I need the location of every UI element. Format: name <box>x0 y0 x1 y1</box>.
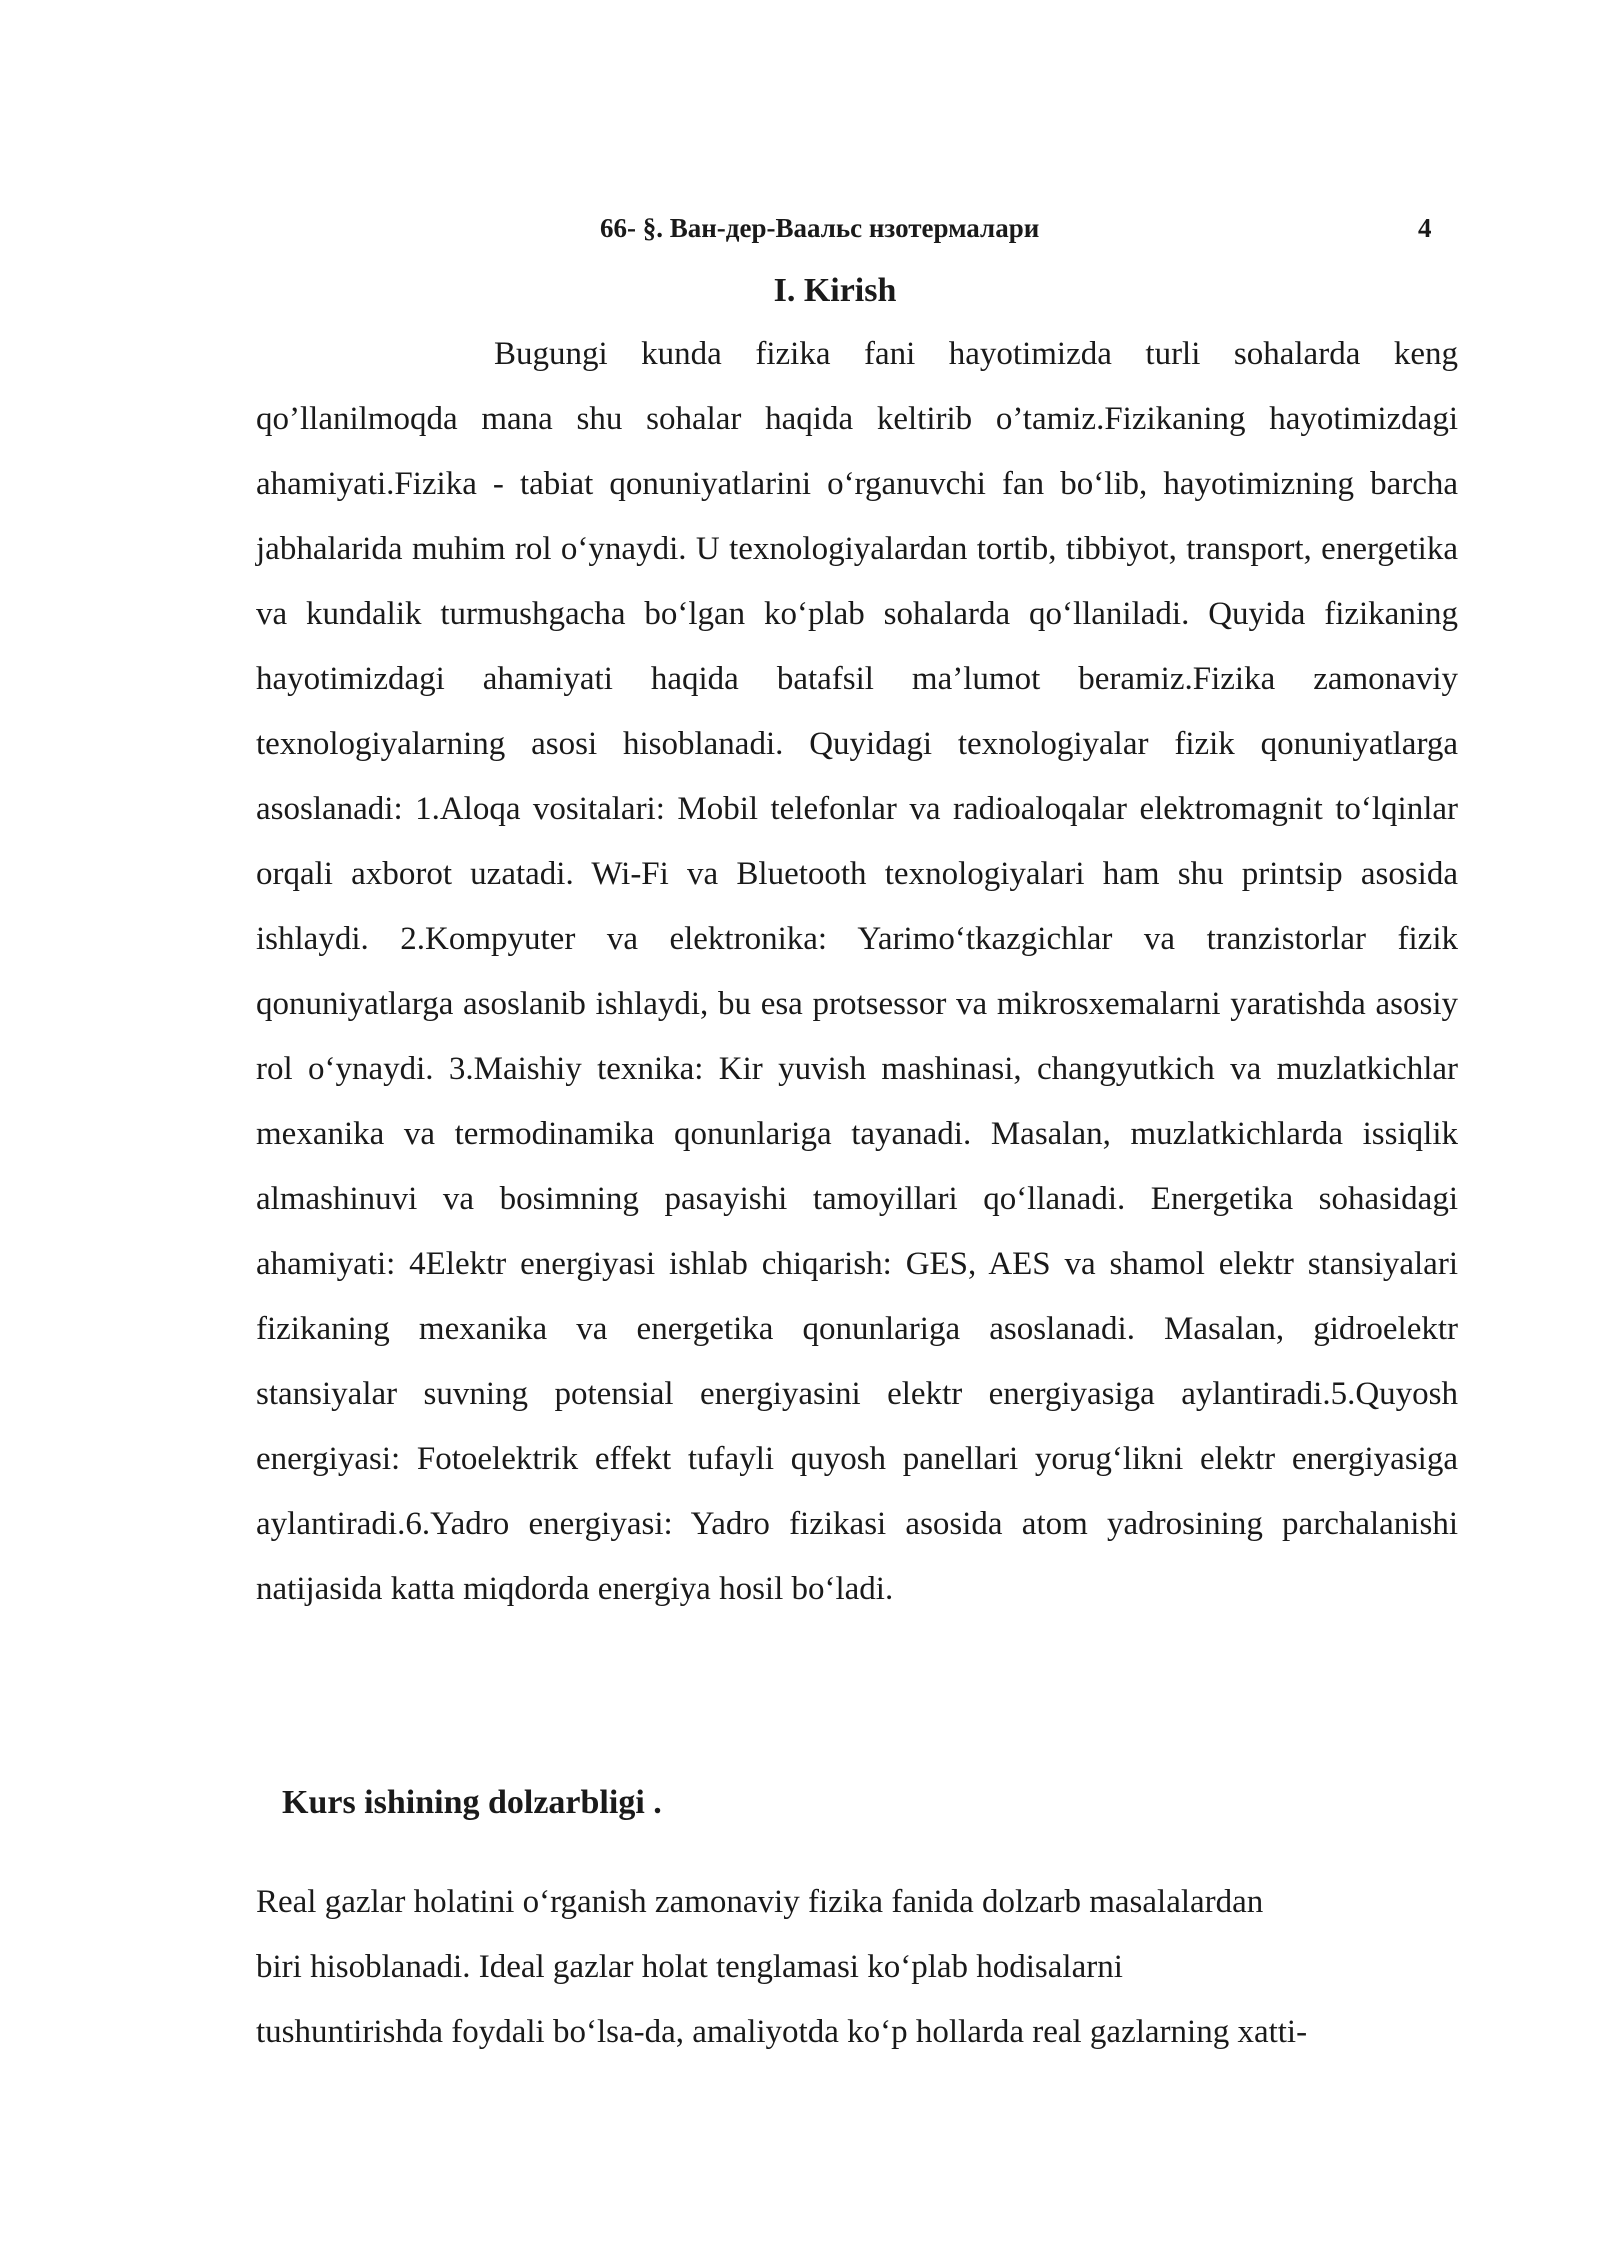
intro-paragraph: Bugungi kunda fizika fani hayotimizda turli sohalarda keng qo’llanilmoqda mana shu sohalar haqida keltirib o’tamiz.Fizikaning hayotimizdagi ahamiyati.Fizika - tabiat qonuniyatlarini o‘rganuvchi fan bo‘lib, hayotimizning barcha jabhalarida muhim rol o‘ynaydi. U texnologiyalardan tortib, tibbiyot, transport, energetika va kundalik turmushgacha bo‘lgan ko‘plab sohalarda qo‘llaniladi. Quyida fizikaning hayotimizdagi ahamiyati haqida batafsil ma’lumot beramiz.Fizika zamonaviy texnologiyalarning asosi hisoblanadi. Quyidagi texnologiyalar fizik qonuniyatlarga asoslanadi: 1.Aloqa vositalari: Mobil telefonlar va radioaloqalar elektromagnit to‘lqinlar orqali axborot uzatadi. Wi-Fi va Bluetooth texnologiyalari ham shu printsip asosida ishlaydi. 2.Kompyuter va elektronika: Yarimo‘tkazgichlar va tranzistorlar fizik qonuniyatlarga asoslanib ishlaydi, bu esa protsessor va mikrosxemalarni yaratishda asosiy rol o‘ynaydi. 3.Maishiy texnika: Kir yuvish mashinasi, changyutkich va muzlatkichlar mexanika va termodinamika qonunlariga tayanadi. Masalan, muzlatkichlarda issiqlik almashinuvi va bosimning pasayishi tamoyillari qo‘llanadi. Energetika sohasidagi ahamiyati: 4Elektr energiyasi ishlab chiqarish: GES, AES va shamol elektr stansiyalari fizikaning mexanika va energetika qonunlariga asoslanadi. Masalan, gidroelektr stansiyalar suvning potensial energiyasini elektr energiyasiga aylantiradi.5.Quyosh energiyasi: Fotoelektrik effekt tufayli quyosh panellari yorug‘likni elektr energiyasiga aylantiradi.6.Yadro energiyasi: Yadro fizikasi asosida atom yadrosining parchalanishi natijasida katta miqdorda energiya hosil bo‘ladi. <box>256 336 1458 1607</box>
relevance-line: Real gazlar holatini o‘rganish zamonaviy fizika fanida dolzarb masalalardan <box>256 1884 1264 1920</box>
relevance-paragraph <box>256 1870 1458 2065</box>
section-title: I. Kirish <box>773 272 897 309</box>
page-number: 4 <box>1418 213 1432 243</box>
running-header: 66- §. Ван-дер-Ваальс нзотермалари <box>600 213 1040 243</box>
subheading-relevance: Kurs ishining dolzarbligi . <box>282 1784 662 1821</box>
relevance-line: tushuntirishda foydali bo‘lsa-da, amaliyotda ko‘p hollarda real gazlarning xatti- <box>256 2014 1308 2050</box>
relevance-line: biri hisoblanadi. Ideal gazlar holat tenglamasi ko‘plab hodisalarni <box>256 1949 1123 1985</box>
